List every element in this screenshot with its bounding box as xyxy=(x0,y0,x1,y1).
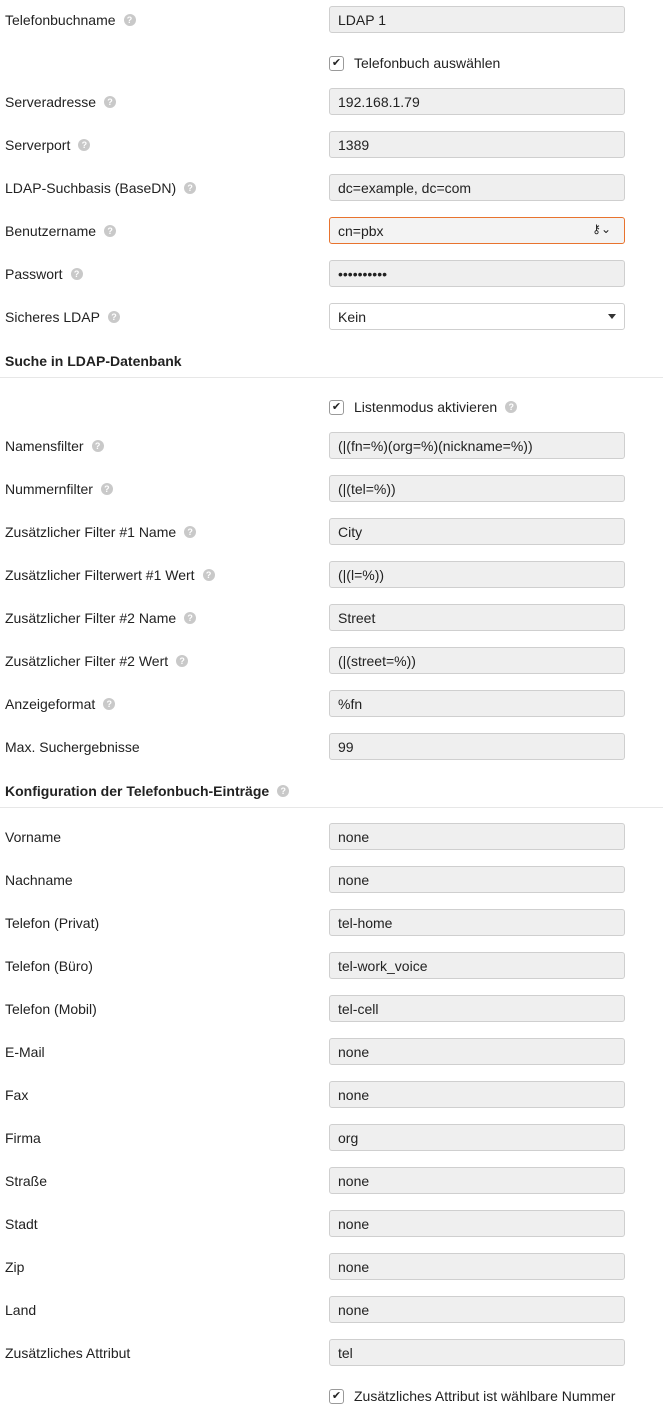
select-phonebook-label: Telefonbuch auswählen xyxy=(354,55,501,71)
label-server-address: Serveradresse ? xyxy=(5,80,116,123)
caret-down-icon xyxy=(608,314,616,319)
row-anzeigeformat xyxy=(0,682,663,725)
nummernfilter-input[interactable] xyxy=(329,475,625,502)
label-stra-e: Straße xyxy=(5,1172,48,1189)
check-icon[interactable]: ✔ xyxy=(329,400,344,415)
row-zus-tzliches-attribut xyxy=(0,1331,663,1374)
help-icon[interactable]: ? xyxy=(184,612,196,624)
key-icon[interactable]: ⚷⌄ xyxy=(592,222,611,236)
phonebook-name-input[interactable] xyxy=(329,6,625,33)
password-input[interactable] xyxy=(329,260,625,287)
row-e-mail xyxy=(0,1030,663,1073)
username-input[interactable] xyxy=(329,217,625,244)
label-server-port: Serverport ? xyxy=(5,123,90,166)
help-icon[interactable]: ? xyxy=(124,14,136,26)
check-icon[interactable]: ✔ xyxy=(329,56,344,71)
label-e-mail: E-Mail xyxy=(5,1043,45,1060)
row-zus-tzlicher-filter-2-wert xyxy=(0,639,663,682)
row-basedn xyxy=(0,166,663,209)
row-username xyxy=(0,209,663,252)
label-zus-tzlicher-filter-2-wert: Zusätzlicher Filter #2 Wert ? xyxy=(5,639,188,682)
label-zus-tzlicher-filter-2-name: Zusätzlicher Filter #2 Name ? xyxy=(5,596,196,639)
land-input[interactable] xyxy=(329,1296,625,1323)
label-zus-tzliches-attribut: Zusätzliches Attribut xyxy=(5,1344,131,1361)
secure-ldap-select[interactable]: Kein xyxy=(329,303,625,330)
label-namensfilter: Namensfilter ? xyxy=(5,424,104,467)
row-zus-tzlicher-filter-2-name xyxy=(0,596,663,639)
server-address-input[interactable] xyxy=(329,88,625,115)
label-stadt: Stadt xyxy=(5,1215,38,1232)
section-title-entries: Konfiguration der Telefonbuch-Einträge ? xyxy=(5,782,289,800)
select-phonebook-checkbox-row[interactable] xyxy=(329,55,500,71)
stra-e-input[interactable] xyxy=(329,1167,625,1194)
divider xyxy=(0,807,663,808)
label-telefon-b-ro: Telefon (Büro) xyxy=(5,957,93,974)
zip-input[interactable] xyxy=(329,1253,625,1280)
row-zus-tzlicher-filter-1-name xyxy=(0,510,663,553)
help-icon[interactable]: ? xyxy=(104,225,116,237)
row-zus-tzlicher-filterwert-1-wert xyxy=(0,553,663,596)
help-icon[interactable]: ? xyxy=(108,311,120,323)
label-basedn: LDAP-Suchbasis (BaseDN) ? xyxy=(5,166,196,209)
telefon-mobil-input[interactable] xyxy=(329,995,625,1022)
help-icon[interactable]: ? xyxy=(104,96,116,108)
row-zip xyxy=(0,1245,663,1288)
row-land xyxy=(0,1288,663,1331)
help-icon[interactable]: ? xyxy=(184,182,196,194)
fax-input[interactable] xyxy=(329,1081,625,1108)
label-username: Benutzername ? xyxy=(5,209,116,252)
zus-tzlicher-filter-2-wert-input[interactable] xyxy=(329,647,625,674)
zus-tzlicher-filter-1-name-input[interactable] xyxy=(329,518,625,545)
basedn-input[interactable] xyxy=(329,174,625,201)
row-firma xyxy=(0,1116,663,1159)
row-telefon-mobil xyxy=(0,987,663,1030)
label-firma: Firma xyxy=(5,1129,41,1146)
stadt-input[interactable] xyxy=(329,1210,625,1237)
help-icon[interactable]: ? xyxy=(176,655,188,667)
help-icon[interactable]: ? xyxy=(277,785,289,797)
help-icon[interactable]: ? xyxy=(505,401,517,413)
divider xyxy=(0,377,663,378)
row-phonebook-name xyxy=(0,0,663,41)
help-icon[interactable]: ? xyxy=(203,569,215,581)
telefon-b-ro-input[interactable] xyxy=(329,952,625,979)
row-nachname xyxy=(0,858,663,901)
row-telefon-b-ro xyxy=(0,944,663,987)
label-zus-tzlicher-filterwert-1-wert: Zusätzlicher Filterwert #1 Wert ? xyxy=(5,553,215,596)
label-telefon-privat: Telefon (Privat) xyxy=(5,914,100,931)
row-namensfilter xyxy=(0,424,663,467)
row-server-port xyxy=(0,123,663,166)
zus-tzliches-attribut-input[interactable] xyxy=(329,1339,625,1366)
server-port-input[interactable] xyxy=(329,131,625,158)
row-stra-e xyxy=(0,1159,663,1202)
e-mail-input[interactable] xyxy=(329,1038,625,1065)
row-telefon-privat xyxy=(0,901,663,944)
label-max-suchergebnisse: Max. Suchergebnisse xyxy=(5,738,140,755)
row-fax xyxy=(0,1073,663,1116)
zus-tzlicher-filter-2-name-input[interactable] xyxy=(329,604,625,631)
help-icon[interactable]: ? xyxy=(101,483,113,495)
label-secure-ldap: Sicheres LDAP ? xyxy=(5,295,120,338)
row-nummernfilter xyxy=(0,467,663,510)
zus-tzlicher-filterwert-1-wert-input[interactable] xyxy=(329,561,625,588)
label-land: Land xyxy=(5,1301,37,1318)
row-secure-ldap xyxy=(0,295,663,338)
label-vorname: Vorname xyxy=(5,828,62,845)
help-icon[interactable]: ? xyxy=(78,139,90,151)
anzeigeformat-input[interactable] xyxy=(329,690,625,717)
label-phonebook-name: Telefonbuchname ? xyxy=(5,0,136,41)
row-server-address xyxy=(0,80,663,123)
label-fax: Fax xyxy=(5,1086,29,1103)
help-icon[interactable]: ? xyxy=(92,440,104,452)
label-nummernfilter: Nummernfilter ? xyxy=(5,467,113,510)
listmode-checkbox-row[interactable] xyxy=(329,399,517,415)
label-zip: Zip xyxy=(5,1258,25,1275)
label-anzeigeformat: Anzeigeformat ? xyxy=(5,682,115,725)
firma-input[interactable] xyxy=(329,1124,625,1151)
help-icon[interactable]: ? xyxy=(184,526,196,538)
row-stadt xyxy=(0,1202,663,1245)
label-telefon-mobil: Telefon (Mobil) xyxy=(5,1000,97,1017)
extra-dialable-label: Zusätzliches Attribut ist wählbare Nummer xyxy=(354,1388,616,1404)
namensfilter-input[interactable] xyxy=(329,432,625,459)
label-nachname: Nachname xyxy=(5,871,73,888)
max-suchergebnisse-input[interactable] xyxy=(329,733,625,760)
check-icon[interactable]: ✔ xyxy=(329,1389,344,1404)
label-zus-tzlicher-filter-1-name: Zusätzlicher Filter #1 Name ? xyxy=(5,510,196,553)
extra-dialable-checkbox-row[interactable] xyxy=(329,1388,615,1404)
row-max-suchergebnisse xyxy=(0,725,663,768)
label-password: Passwort ? xyxy=(5,252,83,295)
help-icon[interactable]: ? xyxy=(71,268,83,280)
telefon-privat-input[interactable] xyxy=(329,909,625,936)
help-icon[interactable]: ? xyxy=(103,698,115,710)
section-title-search: Suche in LDAP-Datenbank xyxy=(5,353,182,369)
row-password xyxy=(0,252,663,295)
listmode-label: Listenmodus aktivieren xyxy=(354,399,498,415)
vorname-input[interactable] xyxy=(329,823,625,850)
row-vorname xyxy=(0,815,663,858)
nachname-input[interactable] xyxy=(329,866,625,893)
